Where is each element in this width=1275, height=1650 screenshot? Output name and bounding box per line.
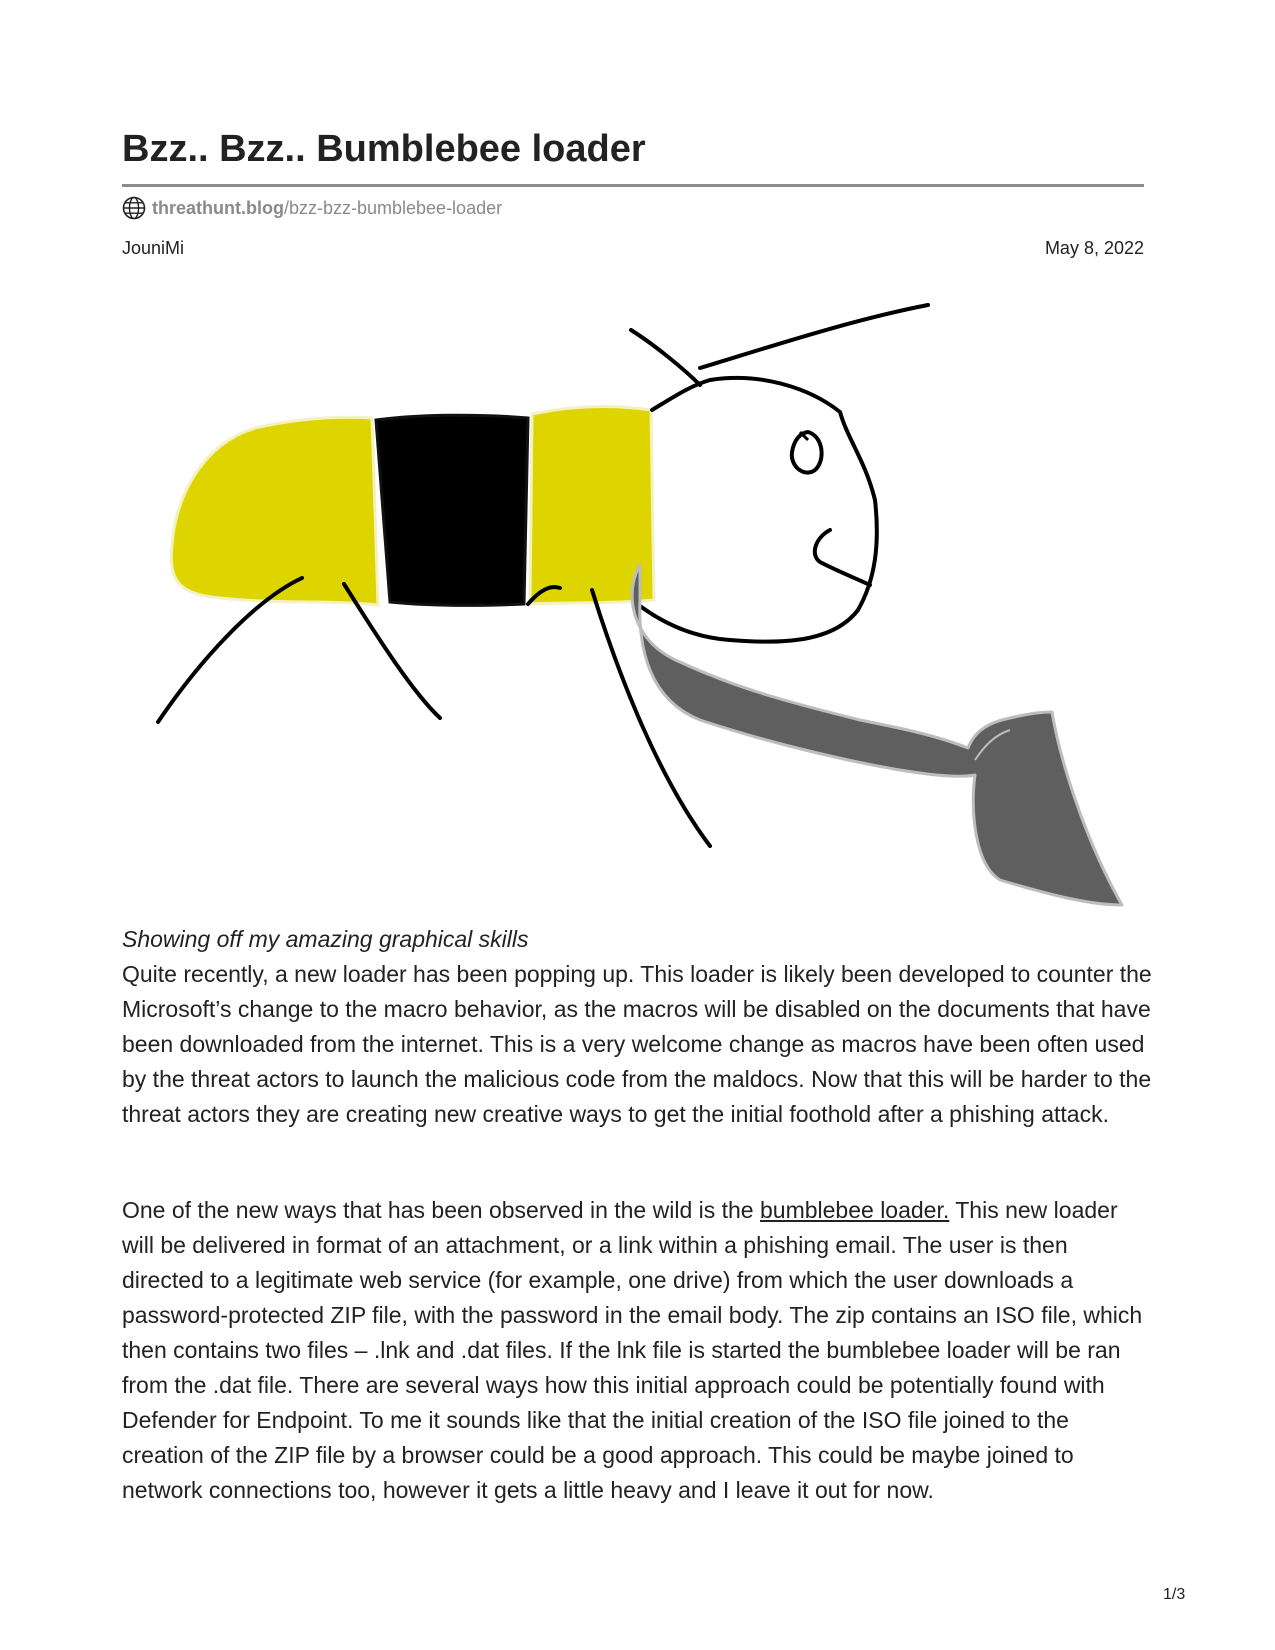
author-name: JouniMi <box>122 238 185 258</box>
image-caption: Showing off my amazing graphical skills <box>122 926 529 952</box>
bee-antenna-left <box>631 330 700 385</box>
bee-stinger <box>632 565 1122 905</box>
globe-icon <box>122 196 146 220</box>
bee-antenna-right <box>700 305 928 368</box>
article-title: Bzz.. Bzz.. Bumblebee loader <box>122 128 646 170</box>
bumblebee-drawing <box>150 296 1140 926</box>
bee-head <box>640 378 877 642</box>
bee-black-band <box>376 415 528 605</box>
publish-date: May 8, 2022 <box>1044 238 1144 258</box>
paragraph-2 <box>122 1193 1152 1508</box>
paragraph-1: Quite recently, a new loader has been popping up. This loader is likely been developed to counter the Microsoft’s change to the macro behavior, as the macros will be disabled on the documents that have been downloaded from the internet. This is a very welcome change as macros have been often used by the threat actors to launch the malicious code from the maldocs. Now that this will be harder to the threat actors they are creating new creative ways to get the initial foothold after a phishing attack. <box>122 961 1152 1127</box>
title-divider <box>122 184 1144 187</box>
url-path[interactable]: /bzz-bzz-bumblebee-loader <box>283 198 503 218</box>
bumblebee-loader-link[interactable]: bumblebee loader. <box>760 1197 950 1223</box>
bee-rear-segment <box>171 417 378 605</box>
article-meta <box>122 236 1144 260</box>
url-domain[interactable]: threathunt.blog <box>152 198 284 218</box>
page-number: 1/3 <box>1163 1586 1186 1603</box>
source-url[interactable] <box>122 195 502 221</box>
paragraph-2-text-a: One of the new ways that has been observed in the wild is the <box>122 1197 760 1223</box>
paragraph-2-text-b: This new loader will be delivered in format of an attachment, or a link within a phishing email. The user is then directed to a legitimate web service (for example, one drive) from which the user downloads a password-protected ZIP file, with the password in the email body. The zip contains an ISO file, which then contains two files – .lnk and .dat files. If the lnk file is started the bumblebee loader will be ran from the .dat file. There are several ways how this initial approach could be potentially found with Defender for Endpoint. To me it sounds like that the initial creation of the ISO file joined to the creation of the ZIP file by a browser could be a good approach. This could be maybe joined to network connections too, however it gets a little heavy and I leave it out for now. <box>122 1197 1143 1503</box>
bee-mouth <box>815 530 870 585</box>
